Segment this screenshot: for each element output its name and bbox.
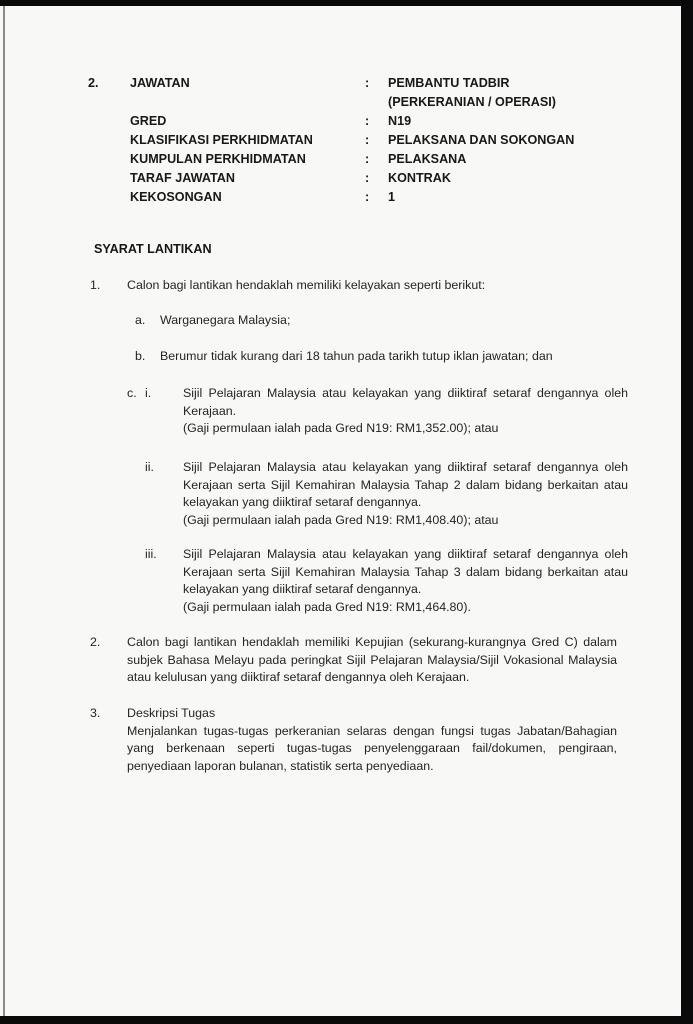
job-value-gred: N19 xyxy=(388,114,412,128)
sub-item-text: Warganegara Malaysia; xyxy=(160,313,291,327)
job-row-gred xyxy=(88,112,628,131)
colon-separator: : xyxy=(365,190,370,204)
colon-separator: : xyxy=(365,133,370,147)
task-description: Menjalankan tugas-tugas perkeranian selaras dengan fungsi tugas Jabatan/Bahagian yang berkenaan seperti tugas-tugas penyelenggaraan fail/dokumen, pengiraan, penyediaan laporan bulanan, statistik serta penyediaan. xyxy=(127,723,617,773)
scan-edge-right xyxy=(681,0,693,1024)
colon-separator: : xyxy=(365,171,370,185)
sub-item-c-i xyxy=(127,385,628,438)
job-row-taraf xyxy=(88,169,628,188)
list-item-content xyxy=(127,705,617,775)
item-number: 2. xyxy=(88,76,99,90)
roman-numeral-ii: ii. xyxy=(145,460,154,474)
qualification-text: Sijil Pelajaran Malaysia atau kelayakan yang diiktiraf setaraf dengannya oleh Kerajaan serta Sijil Kemahiran Malaysia Tahap 2 dalam bidang berkaitan atau kelayakan yang diiktiraf setaraf dengannya. xyxy=(183,460,628,509)
sub-item-b xyxy=(135,348,615,366)
sub-item-letter: a. xyxy=(135,313,146,327)
sub-item-letter: b. xyxy=(135,349,146,363)
list-item-2 xyxy=(90,634,617,687)
job-value-line-1: PEMBANTU TADBIR xyxy=(388,76,510,90)
list-item-number: 2. xyxy=(90,635,101,649)
sub-item-c-ii xyxy=(145,459,628,529)
sub-item-content xyxy=(183,546,628,616)
scan-edge-top xyxy=(0,0,693,6)
salary-note: (Gaji permulaan ialah pada Gred N19: RM1,464.80). xyxy=(183,599,471,614)
sub-item-c-iii xyxy=(145,546,628,616)
scan-edge-bottom xyxy=(0,1016,693,1024)
salary-note: (Gaji permulaan ialah pada Gred N19: RM1,352.00); atau xyxy=(183,421,499,435)
list-item-text: Calon bagi lantikan hendaklah memiliki kelayakan seperti berikut: xyxy=(127,278,486,292)
sub-item-content xyxy=(183,459,628,529)
scan-edge-left-line xyxy=(3,6,5,1016)
list-item-number: 1. xyxy=(90,278,101,292)
job-row-jawatan xyxy=(88,74,628,112)
job-row-klasifikasi xyxy=(88,131,628,150)
job-label-jawatan: JAWATAN xyxy=(130,76,190,90)
colon-separator: : xyxy=(365,152,370,166)
job-value-klasifikasi: PELAKSANA DAN SOKONGAN xyxy=(388,133,575,147)
job-value-taraf: KONTRAK xyxy=(388,171,451,185)
job-label-klasifikasi: KLASIFIKASI PERKHIDMATAN xyxy=(130,133,313,147)
sub-item-content xyxy=(183,385,628,438)
job-value-kekosongan: 1 xyxy=(388,190,396,204)
job-label-kumpulan: KUMPULAN PERKHIDMATAN xyxy=(130,152,306,166)
list-item-number: 3. xyxy=(90,706,101,720)
job-label-kekosongan: KEKOSONGAN xyxy=(130,190,222,204)
job-value-line-2: (PERKERANIAN / OPERASI) xyxy=(388,95,556,109)
task-title: Deskripsi Tugas xyxy=(127,706,216,720)
list-item-text: Calon bagi lantikan hendaklah memiliki Kepujian (sekurang-kurangnya Gred C) dalam subjek Bahasa Melayu pada peringkat Sijil Pelajaran Malaysia/Sijil Vokasional Malaysia atau kelulusan yang diiktiraf setaraf dengannya oleh Kerajaan. xyxy=(127,635,617,684)
job-row-kumpulan xyxy=(88,150,628,169)
job-label-taraf: TARAF JAWATAN xyxy=(130,171,235,185)
salary-note: (Gaji permulaan ialah pada Gred N19: RM1,408.40); atau xyxy=(183,512,499,527)
qualification-text: Sijil Pelajaran Malaysia atau kelayakan yang diiktiraf setaraf dengannya oleh Kerajaan serta Sijil Kemahiran Malaysia Tahap 3 dalam bidang berkaitan atau kelayakan yang diiktiraf setaraf dengannya. xyxy=(183,547,628,596)
qualification-text: Sijil Pelajaran Malaysia atau kelayakan yang diiktiraf setaraf dengannya oleh Kerajaan. xyxy=(183,386,628,418)
job-details-block xyxy=(88,74,628,207)
colon-separator: : xyxy=(365,76,370,90)
job-label-gred: GRED xyxy=(130,114,167,128)
sub-item-text: Berumur tidak kurang dari 18 tahun pada tarikh tutup iklan jawatan; dan xyxy=(160,349,553,363)
colon-separator: : xyxy=(365,114,370,128)
job-value-jawatan xyxy=(388,74,628,112)
job-value-kumpulan: PELAKSANA xyxy=(388,152,467,166)
section-heading: SYARAT LANTIKAN xyxy=(94,242,212,256)
sub-item-letter: c. xyxy=(127,386,137,400)
job-row-kekosongan xyxy=(88,188,628,207)
roman-numeral-iii: iii. xyxy=(145,547,157,561)
roman-numeral-i: i. xyxy=(145,386,152,400)
list-item-1 xyxy=(90,277,590,295)
sub-item-a xyxy=(135,312,585,330)
list-item-3 xyxy=(90,705,617,775)
